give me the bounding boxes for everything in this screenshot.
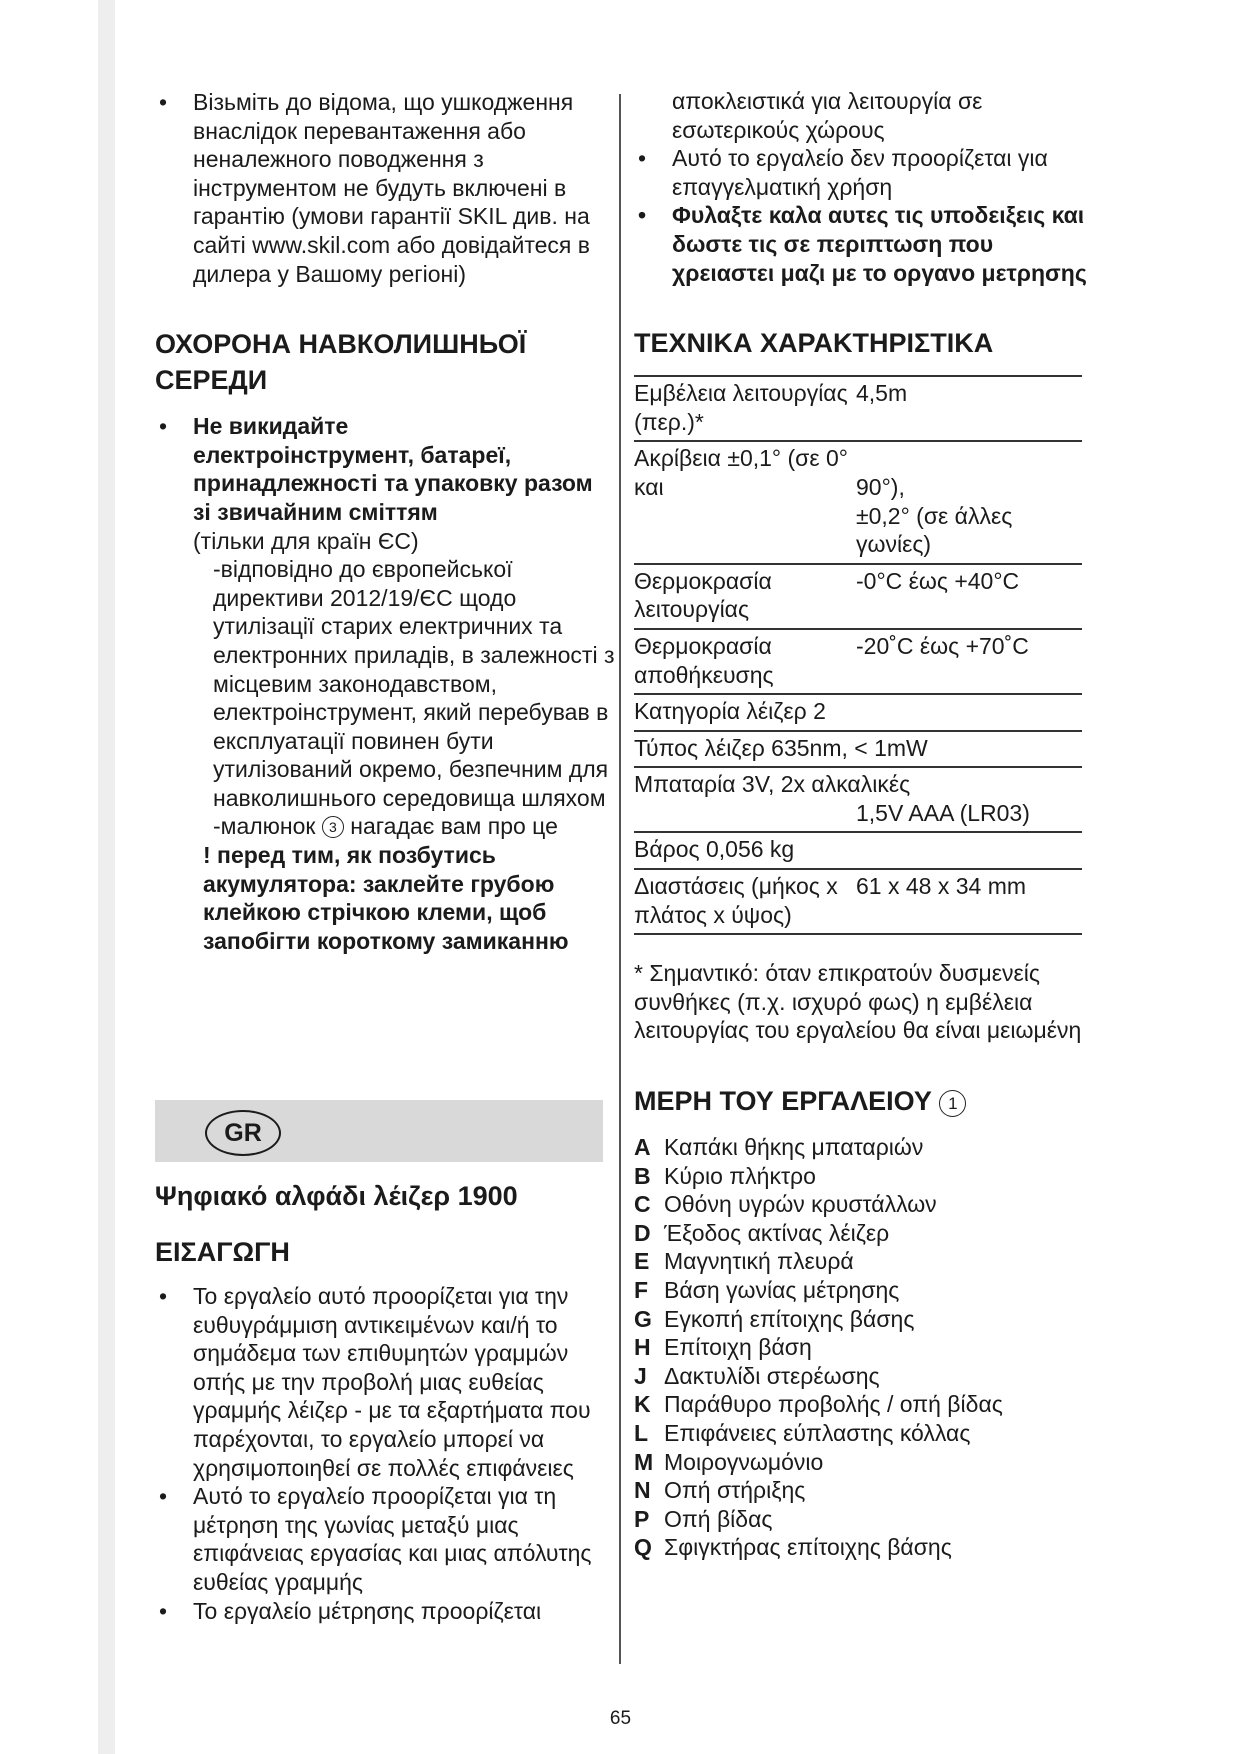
eu-directive-text: -відповідно до європейської директиви 2012/19/ЄС щодо утилізації старих електричних та електронних приладів, в залежності з місцевим законодавством, електроінструмент, який перебував в експлуатації повинен бути утилізований окремо, безпечним для навколишнього середовища шляхом [213, 556, 615, 811]
environment-bullet [155, 412, 615, 555]
spec-row [634, 832, 1082, 869]
part-text: Σφιγκτήρας επίτοιχης βάσης [664, 1534, 952, 1561]
disposal-bold-lead: Не викидайте [193, 413, 349, 440]
part-text: Βάση γωνίας μέτρησης [664, 1277, 900, 1303]
figure-1-ref: 1 [939, 1090, 966, 1117]
part-text: Κύριο πλήκτρο [664, 1162, 816, 1189]
figure-reminder-lead: -малюнок [213, 813, 316, 840]
range-note: * Σημαντικό: όταν επικρατούν δυσμενείς συνθήκες (π.χ. ισχυρό φως) η εμβέλεια λειτουργίας του εργαλείου θα είναι μειωμένη [634, 960, 1082, 1044]
spec-value [856, 441, 1082, 563]
warranty-bullet: • Візьміть до відома, що ушкодження внаслідок перевантаження або неналежного поводження з інструментом не будуть включені в гарантію (умови гарантії SKIL див. на сайті www.skil.com або довідайтеся в дилера у Вашому регіоні) [155, 88, 615, 288]
accuracy-value-part3: ±0,2° (σε άλλες γωνίες) [856, 502, 1013, 558]
figure-3-ref: 3 [322, 816, 344, 838]
column-divider [619, 94, 621, 1664]
part-letter: P [634, 1505, 650, 1532]
spec-value: -20˚C έως +70˚C [856, 632, 1029, 659]
spec-row [634, 564, 1082, 629]
environment-heading-line1: ОХОРОНА НАВКОЛИШНЬОЇ [155, 329, 527, 360]
part-text: Οθόνη υγρών κρυστάλλων [664, 1191, 937, 1218]
part-item [634, 1390, 1094, 1419]
part-text: Εγκοπή επίτοιχης βάσης [664, 1305, 915, 1332]
environment-heading [155, 326, 615, 398]
language-band [155, 1100, 603, 1162]
usage-bullets [634, 144, 1094, 287]
accuracy-value-part2: 90°), [856, 473, 905, 500]
part-item [634, 1362, 1094, 1391]
indoor-use-continuation: αποκλειστικά για λειτουργία σε εσωτερικούς χώρους [672, 88, 983, 143]
spec-label: Εμβέλεια λειτουργίας (περ.)* [634, 380, 848, 435]
greek-intro-section [155, 1178, 615, 1625]
figure-reminder-tail: нагадає вам про це [350, 813, 558, 840]
part-letter: B [634, 1162, 651, 1189]
part-item [634, 1533, 1094, 1562]
part-text: Μαγνητική πλευρά [664, 1248, 854, 1275]
part-item [634, 1333, 1094, 1362]
part-item [634, 1133, 1094, 1162]
spec-label [634, 441, 856, 563]
accuracy-value-part1: ±0,1° (σε 0° και [634, 445, 848, 500]
part-letter: L [634, 1419, 649, 1446]
product-title: Ψηφιακό αλφάδι λέιζερ 1900 [155, 1181, 518, 1211]
part-letter: E [634, 1248, 650, 1275]
part-letter: J [634, 1362, 647, 1389]
spec-label: Διαστάσεις (μήκος x πλάτος x ύψος) [634, 873, 838, 928]
part-text: Παράθυρο προβολής / οπή βίδας [664, 1391, 1003, 1418]
part-text: Έξοδος ακτίνας λέιζερ [664, 1219, 890, 1246]
intro-bullet: • Το εργαλείο αυτό προορίζεται για την ευθυγράμμιση αντικειμένων και/ή το σημάδεμα των επιθυμητών γραμμών οπής με την προβολή μιας ευθείας γραμμής λέιζερ - με τα εξαρτήματα που παρέχονται, το εργαλείο μπορεί να χρησιμοποιηθεί σε πολλές επιφάνειες [155, 1282, 615, 1482]
parts-list [634, 1133, 1094, 1562]
part-text: Οπή στήριξης [664, 1477, 806, 1504]
part-item [634, 1219, 1094, 1248]
battery-line1: Μπαταρία 3V, 2x αλκαλικές [634, 771, 911, 798]
spec-full-row [634, 767, 1082, 832]
part-item [634, 1505, 1094, 1534]
part-item [634, 1476, 1094, 1505]
part-letter: N [634, 1477, 651, 1504]
environment-heading-line2: СЕРЕДИ [155, 365, 268, 396]
parts-heading [634, 1083, 1094, 1119]
intro-bullets [155, 1282, 615, 1625]
part-letter: F [634, 1277, 649, 1303]
part-letter: Q [634, 1534, 652, 1561]
parts-heading-text: ΜΕΡΗ ΤΟΥ ΕΡΓΑΛΕΙΟΥ [634, 1086, 932, 1117]
part-item [634, 1419, 1094, 1448]
spec-full-row: Κατηγορία λέιζερ 2 [634, 698, 826, 725]
part-letter: M [634, 1448, 654, 1475]
spec-row [634, 376, 1082, 441]
part-item [634, 1247, 1094, 1276]
spec-label: Θερμοκρασία αποθήκευσης [634, 632, 774, 688]
battery-warning: ! перед тим, як позбутись акумулятора: заклейте грубою клейкою стрічкою клеми, щоб запобігти короткому замиканню [203, 842, 569, 954]
part-text: Επίτοιχη βάση [664, 1334, 812, 1361]
part-letter: H [634, 1334, 651, 1361]
part-text: Δακτυλίδι στερέωσης [664, 1362, 880, 1389]
figure-reminder [155, 812, 615, 841]
spec-value: -0°C έως +40°C [856, 567, 1020, 594]
part-item [634, 1276, 1094, 1305]
battery-line2: 1,5V AAA (LR03) [856, 799, 1030, 826]
warranty-bullets [155, 88, 615, 288]
spec-value: 4,5m [856, 380, 908, 407]
spec-row [634, 441, 1082, 563]
keep-instructions-bullet: • Φυλαξτε καλα αυτες τις υποδειξεις και δωστε τις σε περιπτωση που χρειαστει μαζι με το οργανο μετρησης [634, 201, 1094, 287]
non-professional-bullet: • Αυτό το εργαλείο δεν προορίζεται για επαγγελματική χρήση [634, 144, 1094, 201]
spec-row [634, 869, 1082, 934]
right-column [634, 87, 1094, 1562]
spec-full-row: Τύπος λέιζερ 635nm, < 1mW [634, 734, 928, 761]
part-letter: C [634, 1191, 651, 1218]
part-item [634, 1190, 1094, 1219]
intro-bullet: • Το εργαλείο μέτρησης προορίζεται [155, 1597, 615, 1626]
part-text: Καπάκι θήκης μπαταριών [664, 1134, 924, 1161]
environment-bullets [155, 412, 615, 555]
spec-row [634, 731, 1082, 768]
specs-table [634, 375, 1082, 935]
eu-only-note: (тільки для країн ЄС) [193, 527, 419, 554]
part-letter: G [634, 1305, 652, 1332]
language-badge: GR [205, 1110, 281, 1156]
spec-row [634, 694, 1082, 731]
specs-heading: ΤΕΧΝΙΚΑ ΧΑΡΑΚΤΗΡΙΣΤΙΚΑ [634, 328, 994, 359]
part-letter: K [634, 1391, 651, 1418]
part-letter: D [634, 1219, 651, 1246]
part-text: Μοιρογνωμόνιο [664, 1448, 824, 1475]
accuracy-label: Ακρίβεια [634, 445, 721, 472]
spec-row [634, 629, 1082, 694]
spec-label: Θερμοκρασία λειτουργίας [634, 567, 772, 623]
spec-value: 61 x 48 x 34 mm [856, 873, 1027, 900]
disposal-bold-text: електроінструмент, батареї, принадлежності та упаковку разом зі звичайним сміттям [193, 441, 593, 525]
page-number: 65 [609, 1708, 632, 1729]
part-item [634, 1162, 1094, 1191]
spec-row [634, 767, 1082, 832]
part-text: Οπή βίδας [664, 1505, 773, 1532]
intro-heading: ΕΙΣΑΓΩΓΗ [155, 1237, 290, 1267]
intro-bullet: • Αυτό το εργαλείο προορίζεται για τη μέτρηση της γωνίας μεταξύ μιας επιφάνειας εργασίας και μιας απόλυτης ευθείας γραμμής [155, 1482, 615, 1596]
left-column [155, 88, 615, 955]
spec-full-row: Βάρος 0,056 kg [634, 836, 795, 863]
part-text: Επιφάνειες εύπλαστης κόλλας [664, 1419, 971, 1446]
part-item [634, 1305, 1094, 1334]
part-letter: A [634, 1134, 651, 1161]
part-item [634, 1448, 1094, 1477]
